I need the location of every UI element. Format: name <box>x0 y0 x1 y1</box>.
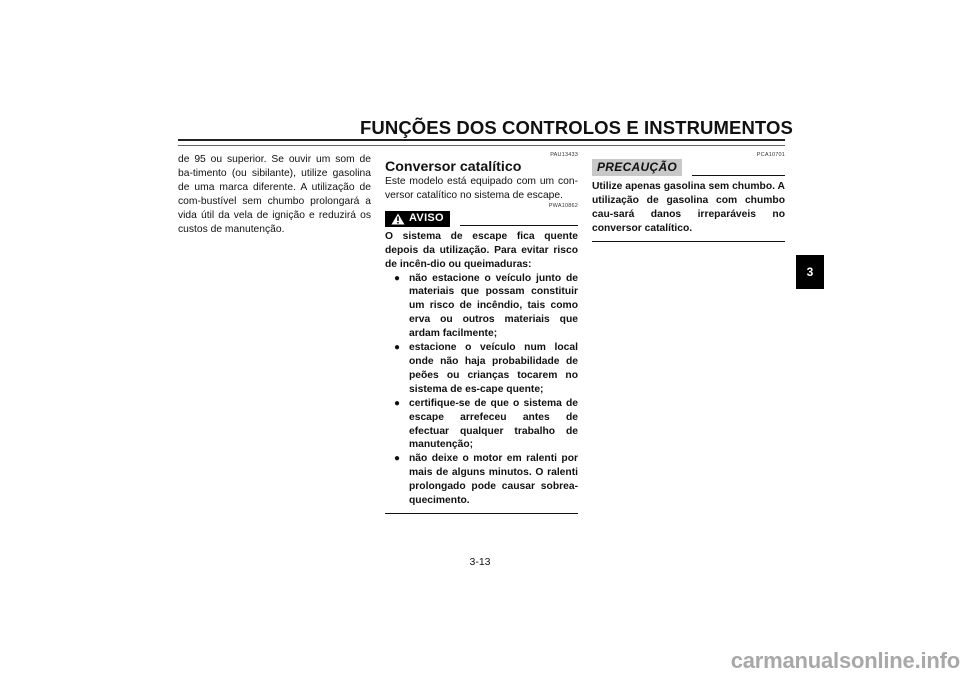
watermark: carmanualsonline.info <box>730 648 960 673</box>
warning-end-rule <box>385 513 578 514</box>
warning-triangle-icon <box>391 213 405 225</box>
warning-text: O sistema de escape fica quente depois da utilização. Para evitar risco de incên-dio ou queimaduras: <box>385 230 578 270</box>
header-rule <box>178 139 785 146</box>
page-number: 3-13 <box>469 556 491 568</box>
caution-code: PCA10701 <box>756 152 785 158</box>
section-code: PAU13433 <box>550 152 578 158</box>
bullet-icon: ● <box>394 453 401 465</box>
caution-label: PRECAUÇÃO <box>597 159 678 174</box>
section-title: Conversor catalítico <box>385 159 522 175</box>
caution-badge <box>592 159 682 176</box>
chapter-tab: 3 <box>796 255 824 289</box>
page-title: FUNÇÕES DOS CONTROLOS E INSTRUMENTOS <box>360 117 793 138</box>
caution-rule <box>692 175 785 176</box>
column-right <box>592 152 785 242</box>
bullet-icon: ● <box>394 342 401 354</box>
column-left <box>178 153 371 236</box>
warning-code: PWA10862 <box>548 202 578 209</box>
bullet-icon: ● <box>394 272 401 284</box>
bullet-icon: ● <box>394 397 401 409</box>
caution-end-rule <box>592 241 785 242</box>
list-item: ● não deixe o motor em ralenti por mais de alguns minutos. O ralenti prolongado pode causar sobrea-quecimento. <box>394 453 578 507</box>
fuel-paragraph: de 95 ou superior. Se ouvir um som de ba-timento (ou sibilante), utilize gasolina de uma marca diferente. A utilização de com-bustível sem chumbo prolongará a vida útil da vela de ignição e reduzirá os custos de manutenção. <box>178 154 371 235</box>
list-item: ● certifique-se de que o sistema de escape arrefeceu antes de efectuar qualquer trabalho de manutenção; <box>394 397 578 451</box>
caution-text: Utilize apenas gasolina sem chumbo. A utilização de gasolina com chumbo cau-sará danos irreparáveis no conversor catalítico. <box>592 181 785 234</box>
warning-label: AVISO <box>409 211 444 224</box>
list-item: ● não estacione o veículo junto de materiais que possam constituir um risco de incêndio, tais como erva ou outros materiais que ardam facilmente; <box>394 272 578 340</box>
column-middle <box>385 152 578 514</box>
section-intro: Este modelo está equipado com um con-versor catalítico no sistema de escape. <box>385 176 578 201</box>
warning-bullet-list <box>385 272 578 508</box>
warning-header <box>385 211 578 227</box>
warning-rule <box>460 225 578 226</box>
list-item: ● estacione o veículo num local onde não haja probabilidade de peões ou crianças tocarem no sistema de es-cape quente; <box>394 342 578 395</box>
caution-header <box>592 159 785 176</box>
warning-badge <box>385 211 450 227</box>
